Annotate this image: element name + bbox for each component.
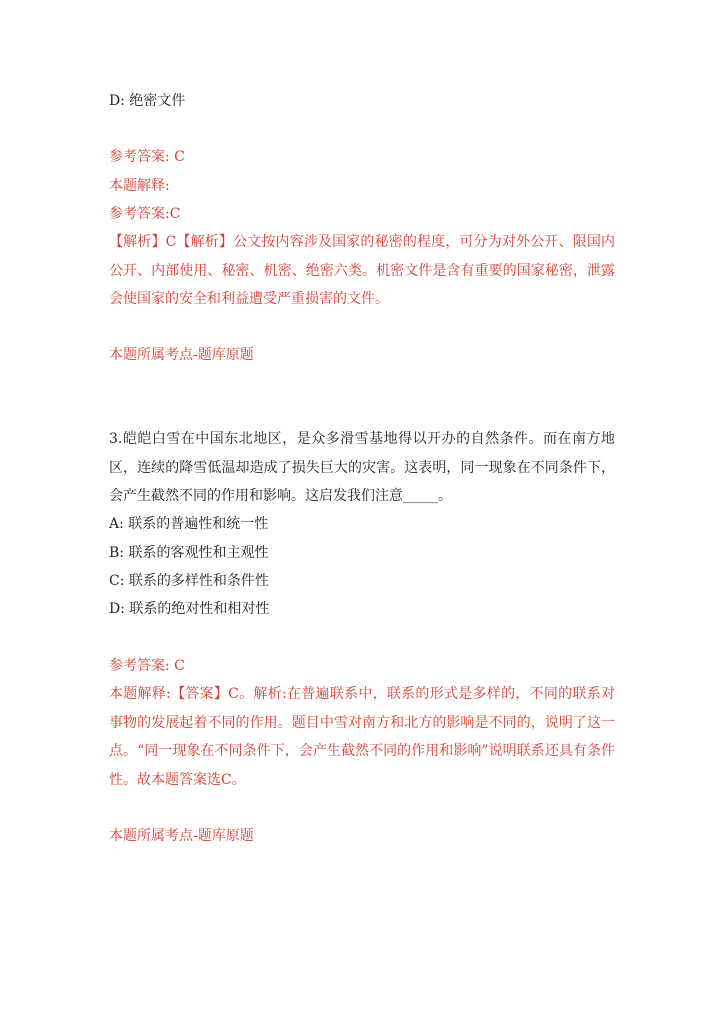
- q2-answer: 参考答案: C: [109, 149, 185, 165]
- q3-option-d: D: 联系的绝对性和相对性: [109, 601, 270, 617]
- q2-explanation-label: 本题解释:: [109, 178, 170, 194]
- q2-analysis: 【解析】C【解析】公文按内容涉及国家的秘密的程度，可分为对外公开、限国内公开、内部使用、秘密、机密、绝密六类。机密文件是含有重要的国家秘密，泄露会使国家的安全和利益遭受严重损害的文件。: [109, 234, 615, 307]
- q3-option-b: B: 联系的客观性和主观性: [109, 545, 269, 561]
- q3-option-a: A: 联系的普遍性和统一性: [109, 516, 269, 532]
- q2-answer-repeat: 参考答案:C: [109, 206, 181, 222]
- q3-option-c: C: 联系的多样性和条件性: [109, 573, 269, 589]
- q3-question: 3.皑皑白雪在中国东北地区，是众多滑雪基地得以开办的自然条件。而在南方地区，连续的降雪低温却造成了损失巨大的灾害。这表明，同一现象在不同条件下，会产生截然不同的作用和影响。这启发我们注意_____。: [109, 431, 615, 504]
- q3-answer: 参考答案: C: [109, 658, 185, 674]
- q2-topic: 本题所属考点-题库原题: [109, 347, 254, 363]
- q2-option-d: D: 绝密文件: [109, 93, 186, 109]
- q3-explanation: 本题解释:【答案】C。解析:在普遍联系中，联系的形式是多样的，不同的联系对事物的发展起着不同的作用。题目中雪对南方和北方的影响是不同的，说明了这一点。“同一现象在不同条件下，会产生截然不同的作用和影响”说明联系还具有条件性。故本题答案选C。: [109, 686, 615, 788]
- q3-topic: 本题所属考点-题库原题: [109, 828, 254, 844]
